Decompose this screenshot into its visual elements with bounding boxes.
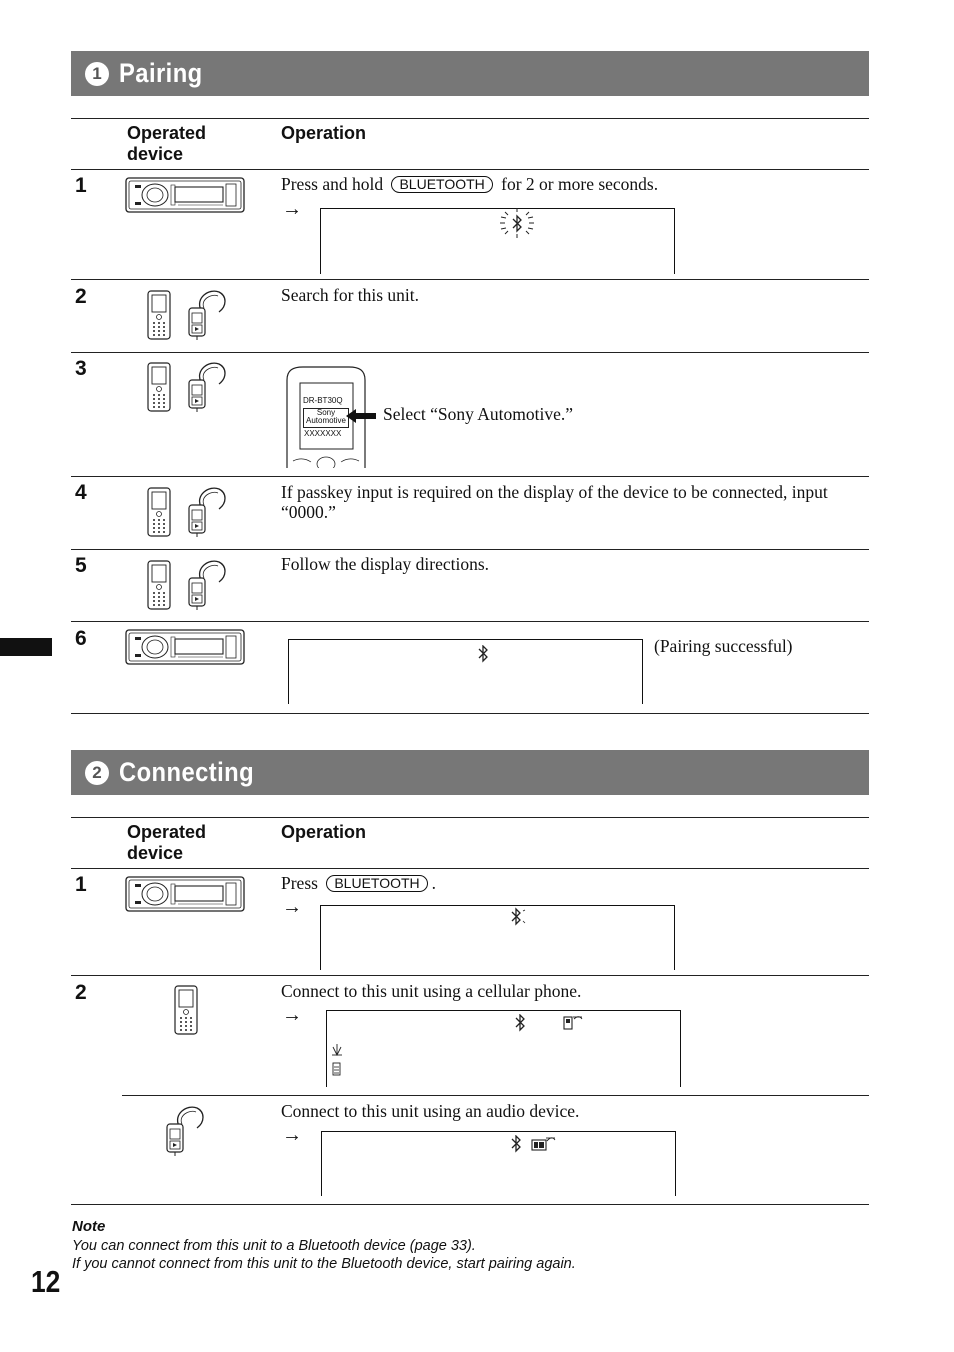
bluetooth-blinking-icon xyxy=(497,206,537,240)
section-title: Pairing xyxy=(119,58,203,88)
bluetooth-button: BLUETOOTH xyxy=(326,875,427,892)
note-line: If you cannot connect from this unit to the Bluetooth device, start pairing again. xyxy=(72,1256,576,1272)
step-instruction xyxy=(281,873,436,893)
step-number: 5 xyxy=(75,554,87,577)
table-rule xyxy=(71,868,869,869)
bluetooth-icon xyxy=(513,1014,529,1032)
table-rule xyxy=(71,476,869,477)
note-line: You can connect from this unit to a Bluetooth device (page 33). xyxy=(72,1238,476,1254)
column-header-device: Operated device xyxy=(127,123,207,164)
step-number: 2 xyxy=(75,981,87,1004)
section-number-badge: 2 xyxy=(85,761,109,785)
cellular-phone-icon xyxy=(147,487,173,539)
bluetooth-button: BLUETOOTH xyxy=(391,176,492,193)
phone-model-label: DR-BT30Q xyxy=(303,396,343,405)
bluetooth-icon xyxy=(509,1135,525,1153)
table-rule xyxy=(71,118,869,119)
phone-item-text: Automotive xyxy=(305,416,347,425)
table-rule xyxy=(71,713,869,714)
unit-display-panel xyxy=(321,1131,676,1196)
step-instruction: Select “Sony Automotive.” xyxy=(383,404,574,424)
step-instruction: If passkey input is required on the display of the device to be connected, input “0000.” xyxy=(281,482,828,522)
car-audio-unit-icon xyxy=(125,177,247,215)
audio-connected-icon xyxy=(531,1135,557,1153)
column-header-device: Operated device xyxy=(127,822,207,863)
pairing-result-text: (Pairing successful) xyxy=(654,636,793,656)
table-rule xyxy=(71,279,869,280)
column-header-operation: Operation xyxy=(281,123,367,143)
cellular-phone-icon xyxy=(147,290,173,342)
connecting-section-banner xyxy=(71,750,869,795)
step-number: 1 xyxy=(75,873,87,896)
pairing-section-banner xyxy=(71,51,869,96)
cellular-phone-icon xyxy=(147,362,173,414)
unit-display-panel xyxy=(320,905,675,970)
arrow-icon: → xyxy=(282,198,302,220)
phone-list-item: XXXXXXX xyxy=(304,429,342,438)
step-instruction: Connect to this unit using a cellular phone. xyxy=(281,981,582,1001)
bluetooth-icon xyxy=(476,645,492,663)
table-rule xyxy=(71,975,869,976)
table-rule xyxy=(71,169,869,170)
audio-device-icon xyxy=(187,485,229,541)
step-instruction: Follow the display directions. xyxy=(281,554,490,574)
instruction-text: for 2 or more seconds. xyxy=(501,174,659,194)
phone-item-text: Sony xyxy=(316,408,336,417)
audio-device-icon xyxy=(165,1104,207,1160)
audio-device-icon xyxy=(187,558,229,614)
car-audio-unit-icon xyxy=(125,629,247,667)
step-number: 4 xyxy=(75,481,87,504)
phone-selected-item xyxy=(303,408,349,428)
pointer-arrow-icon xyxy=(346,409,376,423)
audio-device-icon xyxy=(187,360,229,416)
table-rule xyxy=(71,1204,869,1205)
cellular-phone-icon xyxy=(174,985,200,1037)
bluetooth-blinking-icon xyxy=(508,907,528,929)
step-number: 1 xyxy=(75,174,87,197)
page-number: 12 xyxy=(31,1264,61,1299)
phone-connected-icon xyxy=(562,1014,584,1032)
car-audio-unit-icon xyxy=(125,876,247,914)
note-title: Note xyxy=(72,1218,106,1235)
cellular-phone-icon xyxy=(147,560,173,612)
table-rule xyxy=(71,352,869,353)
step-instruction xyxy=(281,174,658,194)
table-rule xyxy=(122,1095,869,1096)
step-instruction: Search for this unit. xyxy=(281,285,420,305)
arrow-icon: → xyxy=(282,896,302,918)
table-rule xyxy=(71,817,869,818)
unit-display-panel xyxy=(288,639,643,704)
section-title: Connecting xyxy=(119,757,255,787)
instruction-text: . xyxy=(431,873,437,893)
column-header-operation: Operation xyxy=(281,822,367,842)
step-instruction: Connect to this unit using an audio device. xyxy=(281,1101,580,1121)
step-number: 3 xyxy=(75,357,87,380)
table-rule xyxy=(71,621,869,622)
step-number: 6 xyxy=(75,627,87,650)
section-number-badge: 1 xyxy=(85,62,109,86)
instruction-text: Press and hold xyxy=(281,174,384,194)
arrow-icon: → xyxy=(282,1124,302,1146)
table-rule xyxy=(71,549,869,550)
arrow-icon: → xyxy=(282,1004,302,1026)
audio-device-icon xyxy=(187,288,229,344)
instruction-text: Press xyxy=(281,873,318,893)
unit-display-panel xyxy=(326,1010,681,1087)
step-number: 2 xyxy=(75,285,87,308)
chapter-tab-marker xyxy=(0,638,52,656)
signal-battery-icon xyxy=(331,1043,345,1077)
